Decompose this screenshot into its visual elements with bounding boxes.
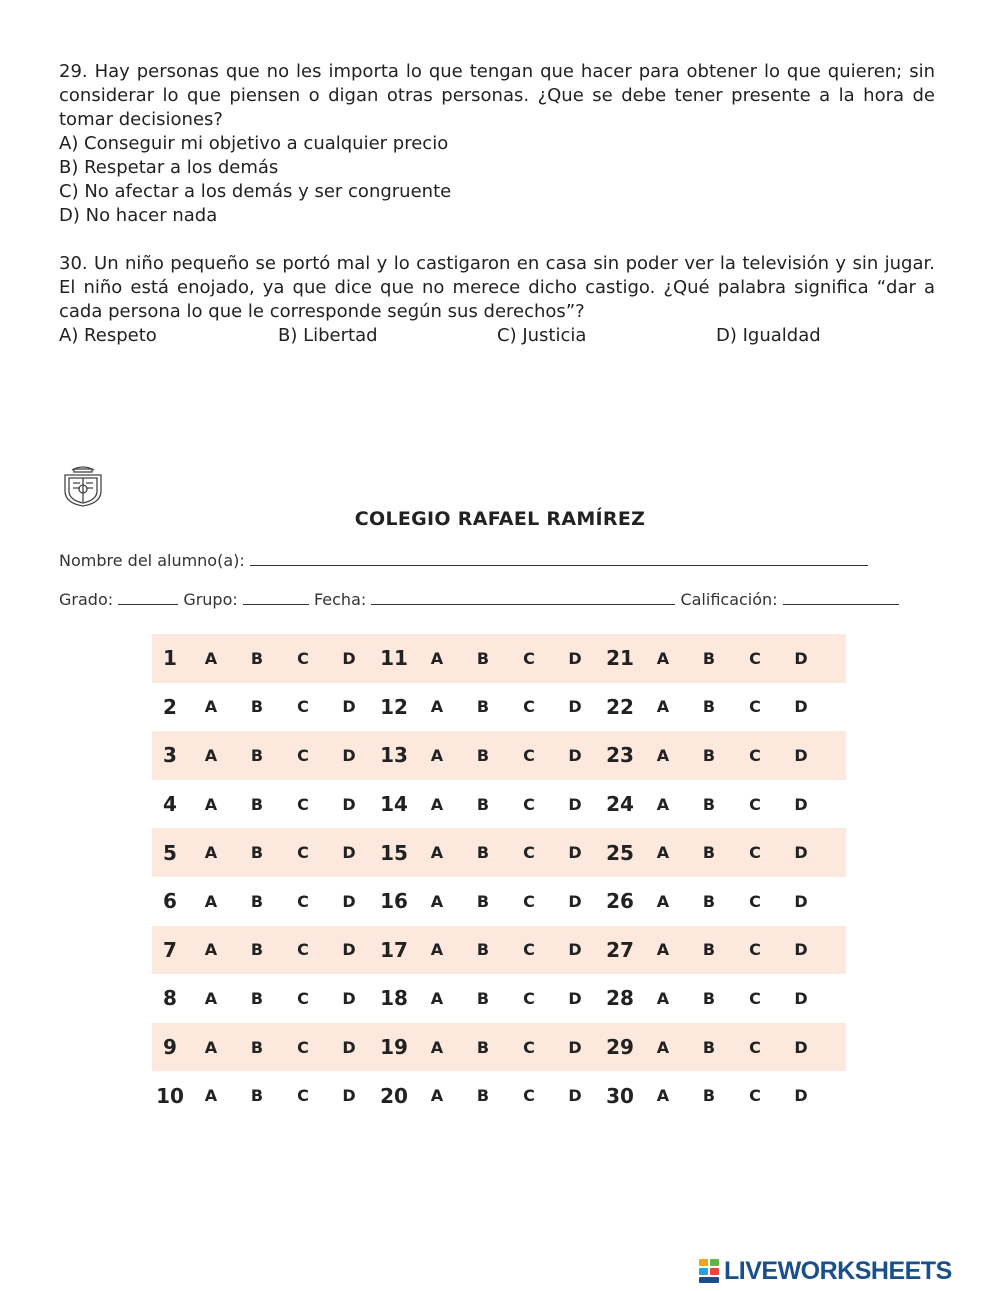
- question-number: 9: [163, 1035, 177, 1060]
- info-line: [59, 590, 899, 609]
- score-label: Calificación:: [680, 590, 778, 609]
- answer-choice-c[interactable]: C: [749, 794, 761, 814]
- answer-group: [600, 841, 824, 865]
- answer-choice-a[interactable]: A: [204, 891, 218, 911]
- answer-choice-d[interactable]: D: [342, 794, 356, 814]
- answer-choice-b[interactable]: B: [702, 648, 716, 668]
- answer-choice-d[interactable]: D: [794, 794, 808, 814]
- answer-group: [600, 1035, 824, 1059]
- answer-choice-a[interactable]: A: [204, 697, 218, 717]
- question-number: 16: [380, 889, 408, 914]
- question-number: 20: [380, 1083, 408, 1108]
- answer-choice-b[interactable]: B: [476, 1086, 490, 1106]
- answer-choice-a[interactable]: A: [204, 988, 218, 1008]
- answer-group: [374, 889, 598, 913]
- date-label: Fecha:: [313, 590, 367, 609]
- answer-choice-c[interactable]: C: [523, 648, 535, 668]
- answer-choice-c[interactable]: C: [297, 648, 309, 668]
- answer-group: [374, 646, 598, 670]
- answer-choice-b[interactable]: B: [476, 891, 490, 911]
- answer-choice-b[interactable]: B: [702, 843, 716, 863]
- answer-choice-d[interactable]: D: [342, 648, 356, 668]
- question-text: 29. Hay personas que no les importa lo que tengan que hacer para obtener lo que quieren; sin considerar lo que piensen o digan otras personas. ¿Que se debe tener presente a la hora de tomar decisiones?: [59, 61, 935, 130]
- answer-group: [152, 743, 372, 767]
- answer-choice-c[interactable]: C: [297, 745, 309, 765]
- answer-choice-a[interactable]: A: [430, 648, 444, 668]
- name-label: Nombre del alumno(a):: [59, 551, 245, 570]
- answer-choice-d[interactable]: D: [568, 988, 582, 1008]
- answer-group: [152, 1035, 372, 1059]
- answer-choice-a[interactable]: A: [204, 843, 218, 863]
- option-c[interactable]: C) Justicia: [497, 325, 587, 346]
- answer-choice-a[interactable]: A: [430, 891, 444, 911]
- answer-choice-d[interactable]: D: [794, 891, 808, 911]
- answer-choice-c[interactable]: C: [749, 648, 761, 668]
- name-line: [59, 551, 868, 570]
- answer-group: [600, 889, 824, 913]
- answer-group: [374, 695, 598, 719]
- question-number: 22: [606, 694, 634, 719]
- answer-row: [152, 828, 846, 877]
- answer-choice-b[interactable]: B: [250, 1086, 264, 1106]
- question-number: 19: [380, 1035, 408, 1060]
- answer-choice-a[interactable]: A: [204, 648, 218, 668]
- answer-choice-d[interactable]: D: [342, 843, 356, 863]
- answer-choice-a[interactable]: A: [656, 1086, 670, 1106]
- answer-choice-d[interactable]: D: [342, 745, 356, 765]
- answer-group: [152, 1084, 372, 1108]
- answer-choice-c[interactable]: C: [297, 988, 309, 1008]
- answer-choice-c[interactable]: C: [523, 988, 535, 1008]
- answer-choice-b[interactable]: B: [702, 745, 716, 765]
- answer-choice-c[interactable]: C: [297, 697, 309, 717]
- answer-group: [152, 792, 372, 816]
- answer-choice-a[interactable]: A: [430, 843, 444, 863]
- question-number: 1: [163, 646, 177, 671]
- answer-choice-b[interactable]: B: [476, 697, 490, 717]
- answer-row: [152, 877, 846, 926]
- question-number: 17: [380, 937, 408, 962]
- answer-row: [152, 731, 846, 780]
- question-number: 11: [380, 646, 408, 671]
- answer-choice-d[interactable]: D: [568, 1086, 582, 1106]
- answer-choice-a[interactable]: A: [656, 697, 670, 717]
- answer-choice-c[interactable]: C: [523, 1086, 535, 1106]
- option-c[interactable]: C) No afectar a los demás y ser congruente: [59, 181, 452, 202]
- answer-choice-c[interactable]: C: [523, 745, 535, 765]
- option-b[interactable]: B) Libertad: [278, 325, 378, 346]
- answer-row: [152, 683, 846, 732]
- answer-choice-c[interactable]: C: [297, 794, 309, 814]
- answer-choice-d[interactable]: D: [568, 794, 582, 814]
- answer-choice-a[interactable]: A: [656, 794, 670, 814]
- answer-choice-d[interactable]: D: [794, 648, 808, 668]
- answer-grid: [152, 634, 846, 1120]
- answer-choice-c[interactable]: C: [297, 940, 309, 960]
- answer-choice-d[interactable]: D: [794, 1037, 808, 1057]
- option-a[interactable]: A) Respeto: [59, 325, 157, 346]
- score-field[interactable]: [783, 590, 899, 605]
- question-number: 14: [380, 792, 408, 817]
- answer-choice-c[interactable]: C: [749, 1037, 761, 1057]
- answer-choice-a[interactable]: A: [656, 891, 670, 911]
- answer-choice-c[interactable]: C: [523, 843, 535, 863]
- answer-group: [600, 792, 824, 816]
- question-29: [59, 60, 935, 228]
- answer-choice-d[interactable]: D: [342, 1037, 356, 1057]
- answer-choice-d[interactable]: D: [342, 891, 356, 911]
- answer-choice-d[interactable]: D: [794, 745, 808, 765]
- answer-choice-b[interactable]: B: [476, 940, 490, 960]
- answer-choice-c[interactable]: C: [749, 843, 761, 863]
- answer-group: [600, 986, 824, 1010]
- answer-choice-b[interactable]: B: [250, 697, 264, 717]
- answer-group: [374, 743, 598, 767]
- answer-choice-b[interactable]: B: [702, 697, 716, 717]
- answer-choice-d[interactable]: D: [794, 843, 808, 863]
- question-number: 21: [606, 646, 634, 671]
- answer-choice-d[interactable]: D: [568, 1037, 582, 1057]
- answer-group: [600, 1084, 824, 1108]
- question-number: 8: [163, 986, 177, 1011]
- options-row: [59, 324, 935, 348]
- answer-choice-a[interactable]: A: [430, 1086, 444, 1106]
- question-number: 5: [163, 840, 177, 865]
- answer-row: [152, 974, 846, 1023]
- answer-choice-d[interactable]: D: [794, 697, 808, 717]
- group-field[interactable]: [243, 590, 309, 605]
- answer-choice-c[interactable]: C: [523, 891, 535, 911]
- question-30: [59, 252, 935, 348]
- question-number: 25: [606, 840, 634, 865]
- question-number: 3: [163, 743, 177, 768]
- answer-choice-b[interactable]: B: [476, 794, 490, 814]
- answer-choice-c[interactable]: C: [749, 697, 761, 717]
- question-number: 4: [163, 792, 177, 817]
- question-number: 24: [606, 792, 634, 817]
- option-b[interactable]: B) Respetar a los demás: [59, 157, 279, 178]
- question-number: 15: [380, 840, 408, 865]
- question-number: 2: [163, 694, 177, 719]
- question-number: 28: [606, 986, 634, 1011]
- answer-choice-b[interactable]: B: [476, 1037, 490, 1057]
- answer-group: [600, 938, 824, 962]
- question-number: 12: [380, 694, 408, 719]
- answer-choice-b[interactable]: B: [476, 745, 490, 765]
- school-title: COLEGIO RAFAEL RAMÍREZ: [354, 508, 646, 530]
- answer-choice-a[interactable]: A: [656, 1037, 670, 1057]
- answer-choice-d[interactable]: D: [342, 1086, 356, 1106]
- answer-choice-a[interactable]: A: [430, 940, 444, 960]
- answer-choice-b[interactable]: B: [250, 843, 264, 863]
- answer-group: [374, 986, 598, 1010]
- answer-choice-c[interactable]: C: [297, 843, 309, 863]
- answer-choice-b[interactable]: B: [702, 794, 716, 814]
- answer-group: [600, 646, 824, 670]
- answer-choice-a[interactable]: A: [204, 940, 218, 960]
- answer-choice-d[interactable]: D: [794, 988, 808, 1008]
- answer-choice-c[interactable]: C: [523, 794, 535, 814]
- liveworksheets-logo-icon: [698, 1258, 720, 1284]
- grade-label: Grado:: [59, 590, 114, 609]
- answer-choice-b[interactable]: B: [250, 648, 264, 668]
- question-number: 7: [163, 937, 177, 962]
- answer-group: [600, 695, 824, 719]
- option-d[interactable]: D) Igualdad: [716, 325, 821, 346]
- answer-choice-b[interactable]: B: [250, 940, 264, 960]
- answer-group: [152, 646, 372, 670]
- answer-choice-a[interactable]: A: [430, 1037, 444, 1057]
- answer-choice-c[interactable]: C: [523, 697, 535, 717]
- answer-choice-a[interactable]: A: [204, 794, 218, 814]
- name-field[interactable]: [250, 551, 868, 566]
- answer-group: [152, 889, 372, 913]
- question-number: 18: [380, 986, 408, 1011]
- answer-choice-a[interactable]: A: [204, 1086, 218, 1106]
- answer-choice-d[interactable]: D: [342, 697, 356, 717]
- answer-row: [152, 1023, 846, 1072]
- question-number: 10: [156, 1083, 184, 1108]
- question-number: 13: [380, 743, 408, 768]
- answer-choice-a[interactable]: A: [204, 1037, 218, 1057]
- answer-group: [152, 986, 372, 1010]
- answer-choice-a[interactable]: A: [656, 940, 670, 960]
- answer-choice-c[interactable]: C: [523, 1037, 535, 1057]
- answer-choice-d[interactable]: D: [568, 648, 582, 668]
- answer-choice-d[interactable]: D: [568, 940, 582, 960]
- answer-choice-a[interactable]: A: [430, 988, 444, 1008]
- answer-group: [374, 841, 598, 865]
- answer-choice-a[interactable]: A: [656, 648, 670, 668]
- question-number: 30: [606, 1083, 634, 1108]
- answer-choice-b[interactable]: B: [476, 843, 490, 863]
- answer-choice-a[interactable]: A: [430, 745, 444, 765]
- answer-choice-c[interactable]: C: [749, 940, 761, 960]
- question-number: 27: [606, 937, 634, 962]
- answer-choice-d[interactable]: D: [568, 745, 582, 765]
- answer-group: [600, 743, 824, 767]
- answer-choice-c[interactable]: C: [523, 940, 535, 960]
- question-number: 26: [606, 889, 634, 914]
- answer-choice-c[interactable]: C: [749, 891, 761, 911]
- answer-group: [374, 1035, 598, 1059]
- answer-choice-b[interactable]: B: [702, 988, 716, 1008]
- answer-choice-a[interactable]: A: [656, 843, 670, 863]
- answer-choice-d[interactable]: D: [342, 988, 356, 1008]
- answer-choice-b[interactable]: B: [702, 1086, 716, 1106]
- brand-logo: [698, 1256, 998, 1286]
- answer-choice-b[interactable]: B: [476, 988, 490, 1008]
- answer-choice-c[interactable]: C: [749, 988, 761, 1008]
- answer-choice-d[interactable]: D: [342, 940, 356, 960]
- answer-choice-d[interactable]: D: [568, 843, 582, 863]
- answer-choice-b[interactable]: B: [250, 745, 264, 765]
- answer-choice-d[interactable]: D: [794, 1086, 808, 1106]
- answer-choice-c[interactable]: C: [297, 1037, 309, 1057]
- answer-choice-b[interactable]: B: [250, 988, 264, 1008]
- answer-group: [374, 1084, 598, 1108]
- question-text: 30. Un niño pequeño se portó mal y lo castigaron en casa sin poder ver la televisión y sin jugar. El niño está enojado, ya que dice que no merece dicho castigo. ¿Qué palabra significa “dar a cada persona lo que le corresponde según sus derechos”?: [59, 253, 935, 322]
- answer-group: [374, 792, 598, 816]
- answer-choice-a[interactable]: A: [656, 988, 670, 1008]
- answer-choice-a[interactable]: A: [430, 697, 444, 717]
- answer-group: [152, 938, 372, 962]
- question-number: 23: [606, 743, 634, 768]
- answer-choice-b[interactable]: B: [702, 891, 716, 911]
- answer-choice-c[interactable]: C: [749, 1086, 761, 1106]
- answer-choice-a[interactable]: A: [430, 794, 444, 814]
- answer-choice-d[interactable]: D: [568, 891, 582, 911]
- answer-choice-b[interactable]: B: [476, 648, 490, 668]
- answer-row: [152, 780, 846, 829]
- answer-choice-b[interactable]: B: [702, 940, 716, 960]
- answer-choice-d[interactable]: D: [568, 697, 582, 717]
- group-label: Grupo:: [183, 590, 238, 609]
- question-number: 29: [606, 1035, 634, 1060]
- option-a[interactable]: A) Conseguir mi objetivo a cualquier precio: [59, 133, 449, 154]
- answer-choice-c[interactable]: C: [297, 891, 309, 911]
- answer-choice-a[interactable]: A: [204, 745, 218, 765]
- answer-choice-c[interactable]: C: [749, 745, 761, 765]
- answer-choice-b[interactable]: B: [702, 1037, 716, 1057]
- answer-choice-b[interactable]: B: [250, 891, 264, 911]
- answer-row: [152, 1071, 846, 1120]
- answer-choice-b[interactable]: B: [250, 1037, 264, 1057]
- answer-group: [152, 841, 372, 865]
- answer-choice-c[interactable]: C: [297, 1086, 309, 1106]
- answer-choice-a[interactable]: A: [656, 745, 670, 765]
- brand-name: LIVEWORKSHEETS: [724, 1256, 952, 1285]
- answer-group: [152, 695, 372, 719]
- answer-choice-d[interactable]: D: [794, 940, 808, 960]
- answer-row: [152, 926, 846, 975]
- answer-row: [152, 634, 846, 683]
- date-field[interactable]: [371, 590, 675, 605]
- answer-group: [374, 938, 598, 962]
- grade-field[interactable]: [118, 590, 178, 605]
- option-d[interactable]: D) No hacer nada: [59, 205, 218, 226]
- school-crest-icon: [60, 463, 106, 507]
- question-number: 6: [163, 889, 177, 914]
- answer-choice-b[interactable]: B: [250, 794, 264, 814]
